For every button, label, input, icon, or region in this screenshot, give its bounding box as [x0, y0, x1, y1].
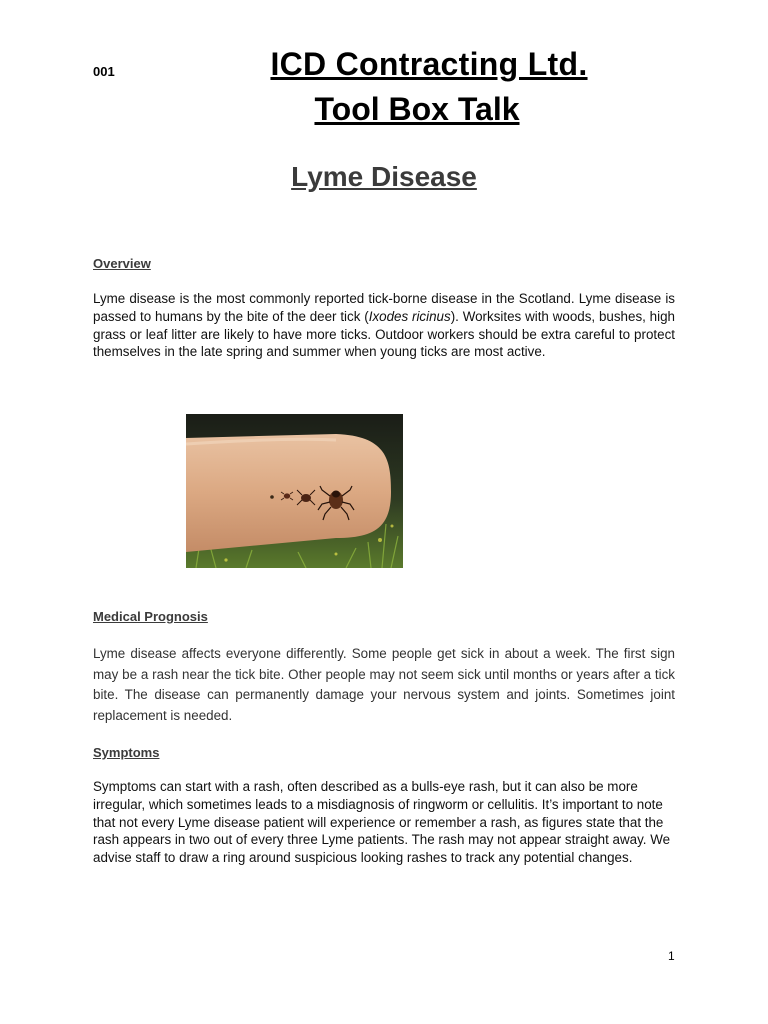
overview-text-2: ). Worksites with woods, bushes, high grass or leaf litter are likely to have more ticks. Outdoor workers should be extra careful to protect themselves in the late spring and summer when young ticks are most active.	[93, 308, 675, 360]
document-title: Tool Box Talk	[314, 91, 520, 127]
overview-heading: Overview	[93, 256, 151, 271]
page-number: 1	[668, 949, 675, 963]
symptoms-heading: Symptoms	[93, 745, 160, 760]
document-number: 001	[93, 64, 115, 79]
company-name: ICD Contracting Ltd.	[270, 46, 588, 82]
topic-title: Lyme Disease	[291, 161, 477, 192]
prognosis-heading: Medical Prognosis	[93, 609, 208, 624]
species-name: Ixodes ricinus	[368, 308, 451, 324]
tick-photo	[186, 414, 403, 568]
tick-on-fingertip-photo	[186, 414, 403, 568]
overview-text-1: Lyme disease is the most commonly reported tick-borne disease in the Scotland. Lyme disease is passed to humans by the bite of the deer tick (	[93, 291, 675, 324]
prognosis-paragraph: Lyme disease affects everyone differently. Some people get sick in about a week. The first sign may be a rash near the tick bite. Other people may not seem sick until months or years after a tick bite. The disease can permanently damage your nervous system and joints. Sometimes joint replacement is needed.	[93, 646, 675, 723]
overview-paragraph	[93, 290, 675, 361]
symptoms-paragraph: Symptoms can start with a rash, often described as a bulls-eye rash, but it can also be more irregular, which sometimes leads to a misdiagnosis of ringworm or cellulitis. It’s important to note that not every Lyme disease patient will experience or remember a rash, as figures state that the rash appears in two out of every three Lyme patients. The rash may not appear straight away. We advise staff to draw a ring around suspicious looking rashes to track any potential changes.	[93, 779, 671, 866]
